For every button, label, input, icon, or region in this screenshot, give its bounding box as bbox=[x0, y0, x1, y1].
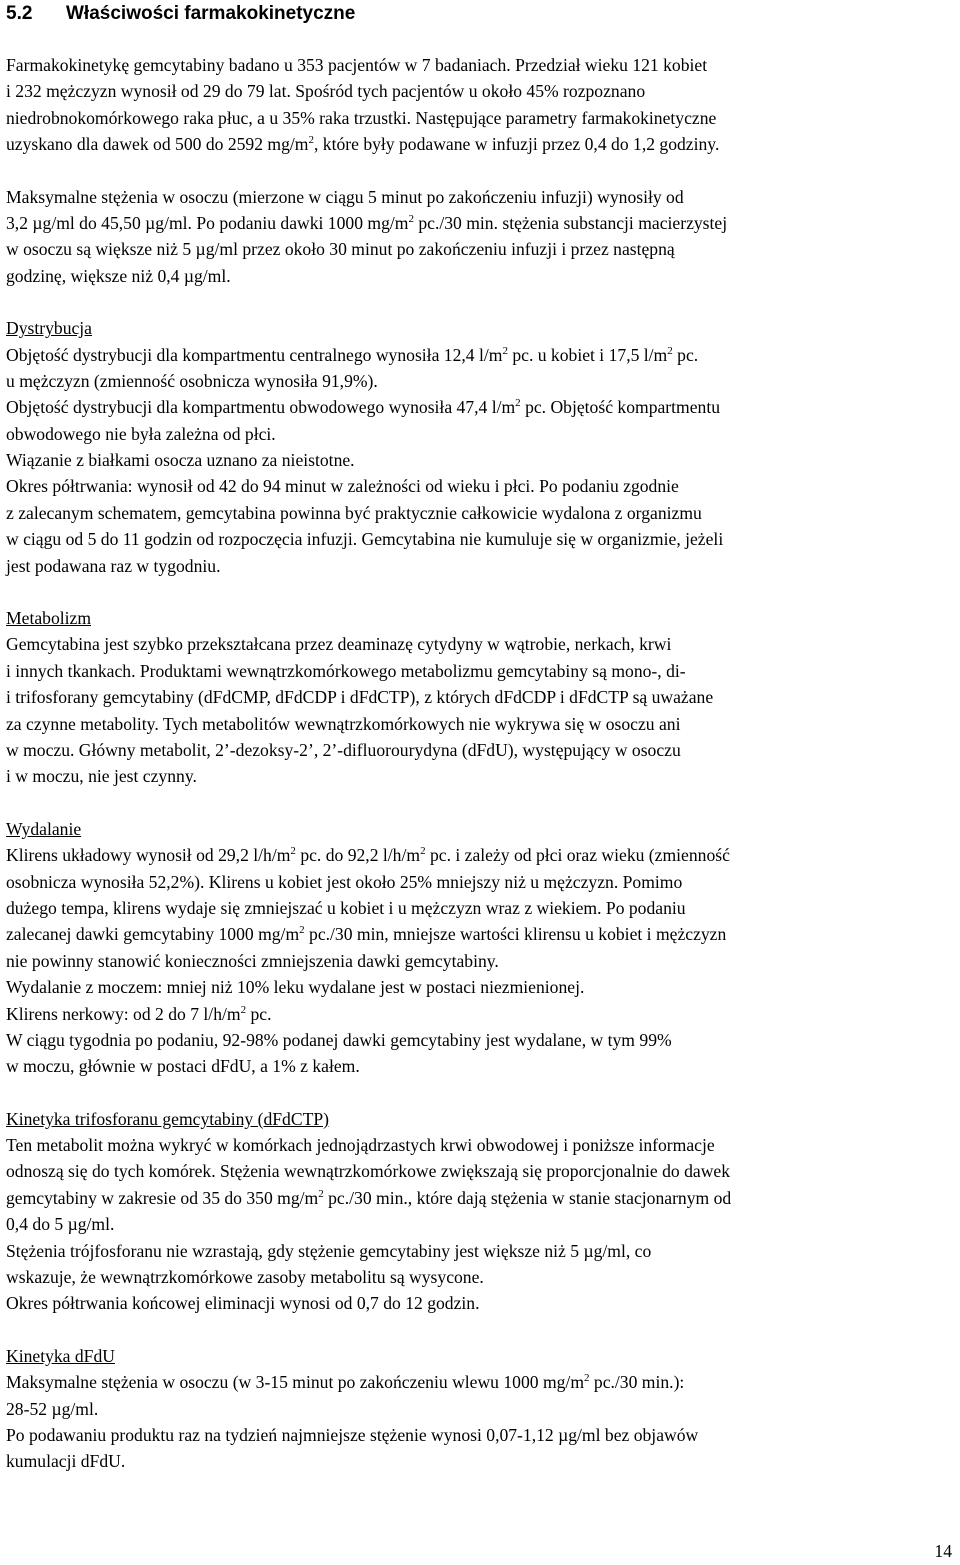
text-line: wskazuje, że wewnątrzkomórkowe zasoby metabolitu są wysycone. bbox=[6, 1267, 484, 1288]
page-number: 14 bbox=[934, 1541, 952, 1561]
text-line: W ciągu tygodnia po podaniu, 92-98% podanej dawki gemcytabiny jest wydalane, w tym 99% bbox=[6, 1029, 672, 1050]
text-line: gemcytabiny w zakresie od 35 do 350 $mg/m^2$ pc./30 min., które dają stężenia w stanie stacjonarnym od bbox=[6, 1187, 732, 1208]
text-line: i innych tkankach. Produktami wewnątrzkomórkowego metabolizmu gemcytabiny są mono-, di- bbox=[6, 660, 686, 681]
text-line: Wiązanie z białkami osocza uznano za nieistotne. bbox=[6, 450, 355, 471]
subheading-metabolism: Metabolizm bbox=[6, 608, 92, 629]
paragraph-dfdctp-kinetics bbox=[6, 1132, 954, 1317]
text-line: dużego tempa, klirens wydaje się zmniejszać u kobiet i u mężczyzn wraz z wiekiem. Po podaniu bbox=[6, 897, 686, 918]
text-line: i trifosforany gemcytabiny (dFdCMP, dFdCDP i dFdCTP), z których dFdCDP i dFdCTP są uważane bbox=[6, 687, 714, 708]
spacer bbox=[6, 289, 954, 315]
text-line: Stężenia trójfosforanu nie wzrastają, gdy stężenie gemcytabiny jest większe niż 5 µg/ml, co bbox=[6, 1240, 652, 1261]
document-page bbox=[6, 0, 954, 1475]
subheading-dfdu-kinetics: Kinetyka dFdU bbox=[6, 1345, 115, 1366]
spacer bbox=[6, 1317, 954, 1343]
text-line: Maksymalne stężenia w osoczu (mierzone w ciągu 5 minut po zakończeniu infuzji) wynosiły od bbox=[6, 186, 684, 207]
text-line: odnoszą się do tych komórek. Stężenia wewnątrzkomórkowe zwiększają się proporcjonalnie do dawek bbox=[6, 1161, 731, 1182]
text-line: Klirens nerkowy: od 2 do 7 $l/h/m^2$ pc. bbox=[6, 1003, 272, 1024]
section-title: Właściwości farmakokinetyczne bbox=[66, 3, 356, 24]
text-line: Wydalanie z moczem: mniej niż 10% leku wydalane jest w postaci niezmienionej. bbox=[6, 977, 585, 998]
text-line: w moczu. Główny metabolit, 2’-dezoksy-2’, 2’-difluorourydyna (dFdU), występujący w osoczu bbox=[6, 739, 681, 760]
subheading-dfdctp-kinetics: Kinetyka trifosforanu gemcytabiny (dFdCTP) bbox=[6, 1108, 329, 1129]
text-line: 3,2 µg/ml do 45,50 µg/ml. Po podaniu dawki 1000 $mg/m^2$ pc./30 min. stężenia substancji macierzystej bbox=[6, 212, 728, 233]
spacer bbox=[6, 1080, 954, 1106]
text-line: Ten metabolit można wykryć w komórkach jednojądrzastych krwi obwodowej i poniższe informacje bbox=[6, 1135, 715, 1156]
text-line: i w moczu, nie jest czynny. bbox=[6, 766, 197, 787]
text-line: i 232 mężczyzn wynosił od 29 do 79 lat. Spośród tych pacjentów u około 45% rozpoznano bbox=[6, 81, 646, 102]
paragraph-max-concentration bbox=[6, 184, 954, 290]
subheading-distribution: Dystrybucja bbox=[6, 318, 92, 339]
text-line: Farmakokinetykę gemcytabiny badano u 353 pacjentów w 7 badaniach. Przedział wieku 121 kobiet bbox=[6, 55, 708, 75]
text-line: zalecanej dawki gemcytabiny 1000 $mg/m^2$ pc./30 min, mniejsze wartości klirensu u kobiet i mężczyzn bbox=[6, 924, 727, 945]
text-line: w ciągu od 5 do 11 godzin od rozpoczęcia infuzji. Gemcytabina nie kumuluje się w organizmie, jeżeli bbox=[6, 529, 724, 550]
paragraph-intro bbox=[6, 52, 954, 158]
text-line: z zalecanym schematem, gemcytabina powinna być praktycznie całkowicie wydalona z organizmu bbox=[6, 502, 702, 523]
text-line: w osoczu są większe niż 5 µg/ml przez około 30 minut po zakończeniu infuzji i przez następną bbox=[6, 239, 675, 260]
spacer bbox=[6, 26, 954, 52]
text-line: Klirens układowy wynosił od 29,2 $l/h/m^2$ pc. do 92,2 $l/h/m^2$ pc. i zależy od płci oraz wieku (zmienność bbox=[6, 845, 730, 866]
text-line: niedrobnokomórkowego raka płuc, a u 35% raka trzustki. Następujące parametry farmakokinetyczne bbox=[6, 107, 717, 128]
paragraph-metabolism bbox=[6, 631, 954, 789]
paragraph-elimination bbox=[6, 842, 954, 1080]
text-line: uzyskano dla dawek od 500 do 2592 $mg/m^2$, które były podawane w infuzji przez 0,4 do 1,2 godziny. bbox=[6, 134, 720, 155]
spacer bbox=[6, 158, 954, 184]
paragraph-distribution bbox=[6, 342, 954, 580]
spacer bbox=[6, 579, 954, 605]
text-line: 28-52 µg/ml. bbox=[6, 1398, 99, 1419]
text-line: w moczu, głównie w postaci dFdU, a 1% z kałem. bbox=[6, 1056, 360, 1077]
subheading-elimination: Wydalanie bbox=[6, 818, 82, 839]
spacer bbox=[6, 790, 954, 816]
text-line: za czynne metabolity. Tych metabolitów wewnątrzkomórkowych nie wykrywa się w osoczu ani bbox=[6, 713, 681, 734]
text-line: nie powinny stanowić konieczności zmniejszenia dawki gemcytabiny. bbox=[6, 950, 499, 971]
text-line: Okres półtrwania: wynosił od 42 do 94 minut w zależności od wieku i płci. Po podaniu zgodnie bbox=[6, 476, 679, 497]
paragraph-dfdu-kinetics bbox=[6, 1369, 954, 1475]
section-number: 5.2 bbox=[6, 3, 33, 24]
text-line: Po podawaniu produktu raz na tydzień najmniejsze stężenie wynosi 0,07-1,12 µg/ml bez objawów bbox=[6, 1424, 699, 1445]
text-line: godzinę, większe niż 0,4 µg/ml. bbox=[6, 265, 231, 286]
text-line: Gemcytabina jest szybko przekształcana przez deaminazę cytydyny w wątrobie, nerkach, krwi bbox=[6, 634, 672, 655]
section-heading bbox=[6, 2, 954, 26]
text-line: obwodowego nie była zależna od płci. bbox=[6, 423, 276, 444]
text-line: Objętość dystrybucji dla kompartmentu centralnego wynosiła 12,4 $l/m^2$ pc. u kobiet i 17,5 $l/m^2$ pc. bbox=[6, 344, 699, 365]
text-line: jest podawana raz w tygodniu. bbox=[6, 555, 221, 576]
text-line: Maksymalne stężenia w osoczu (w 3-15 minut po zakończeniu wlewu 1000 $mg/m^2$ pc./30 min.): bbox=[6, 1372, 685, 1393]
text-line: kumulacji dFdU. bbox=[6, 1451, 126, 1472]
text-line: 0,4 do 5 µg/ml. bbox=[6, 1214, 115, 1235]
text-line: osobnicza wynosiła 52,2%). Klirens u kobiet jest około 25% mniejszy niż u mężczyzn. Pomimo bbox=[6, 871, 683, 892]
text-line: Objętość dystrybucji dla kompartmentu obwodowego wynosiła 47,4 $l/m^2$ pc. Objętość kompartmentu bbox=[6, 397, 721, 418]
text-line: Okres półtrwania końcowej eliminacji wynosi od 0,7 do 12 godzin. bbox=[6, 1293, 480, 1314]
text-line: u mężczyzn (zmienność osobnicza wynosiła 91,9%). bbox=[6, 370, 378, 391]
